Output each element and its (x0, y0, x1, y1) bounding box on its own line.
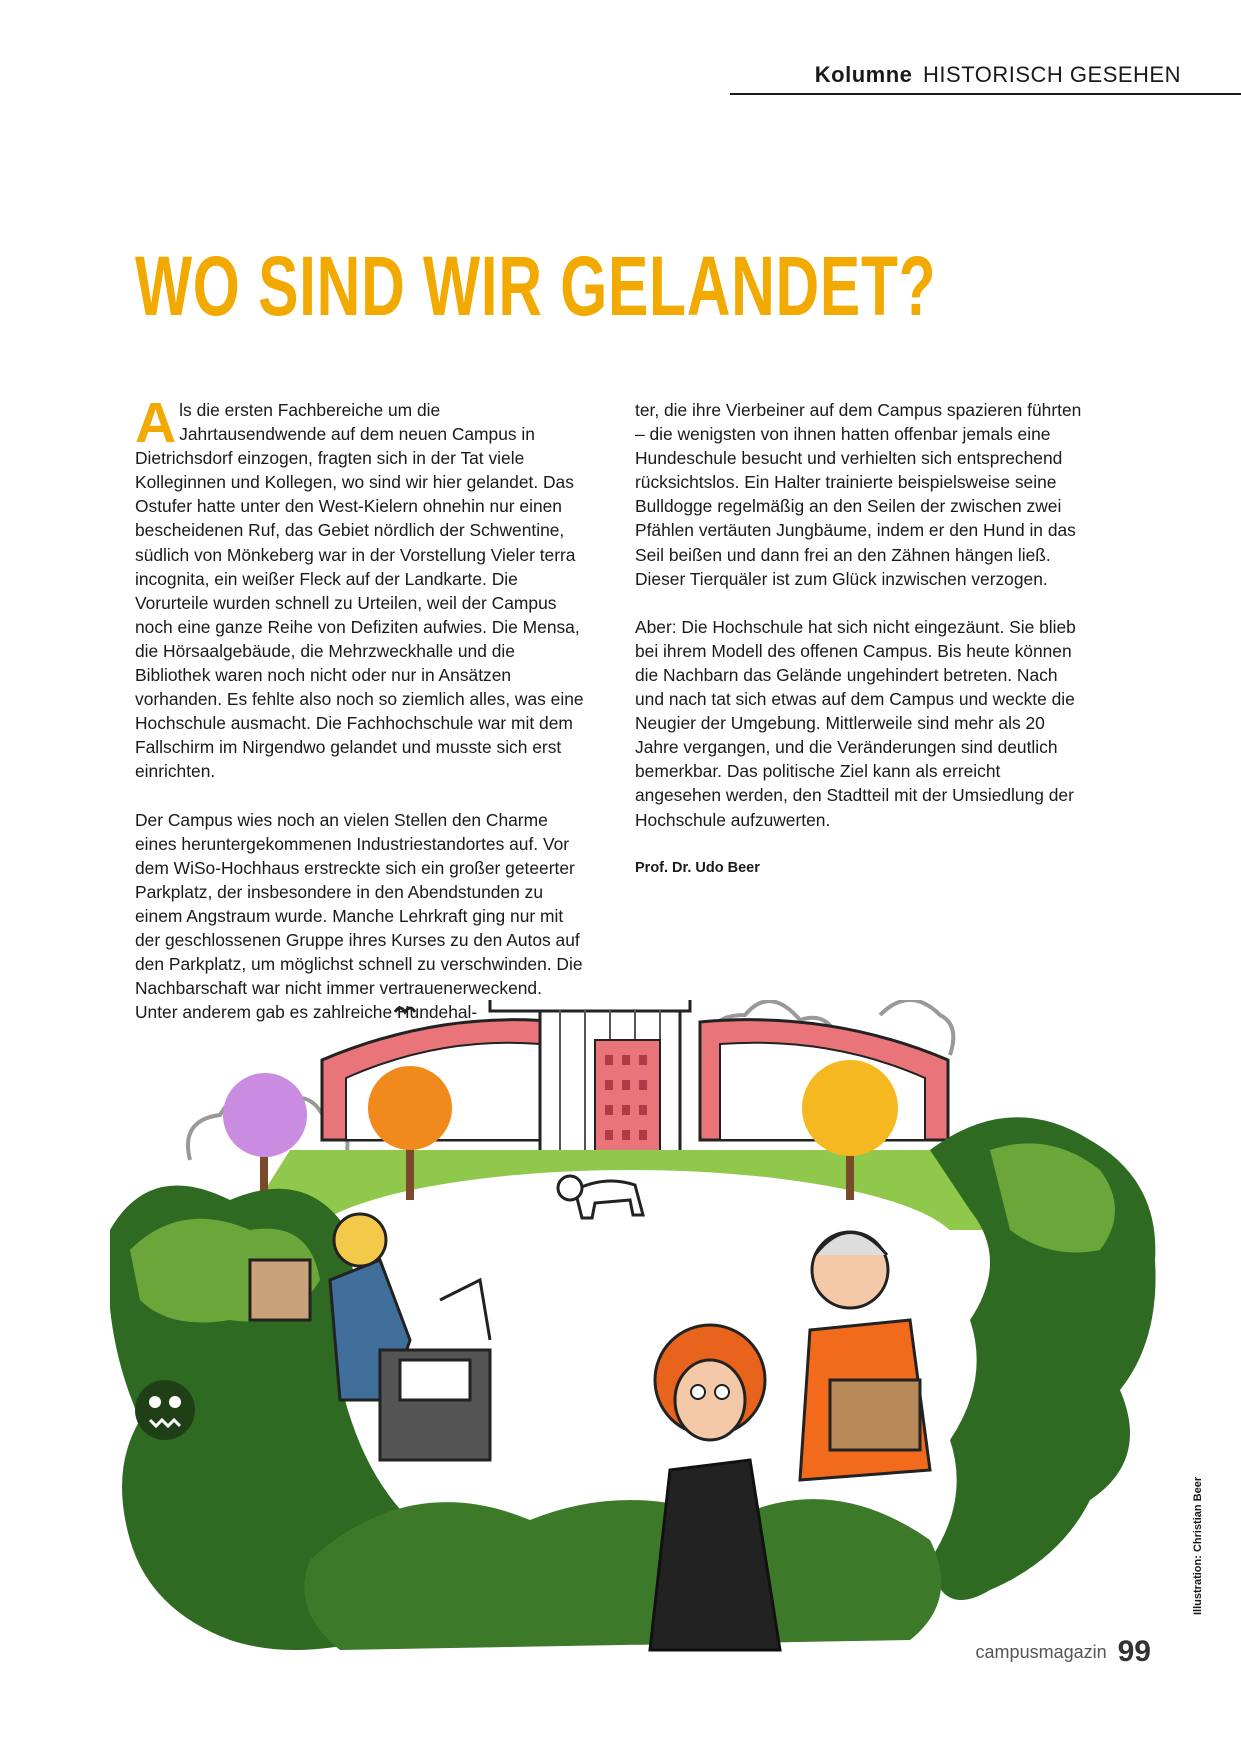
header-rule (730, 93, 1241, 95)
column-label: Kolumne (814, 62, 913, 87)
monster-icon (135, 1380, 195, 1440)
column-header (815, 62, 1181, 88)
article-paragraph (135, 391, 585, 784)
paragraph-text: ls die ersten Fachbereiche um die Jahrtausendwende auf dem neuen Campus in Dietrichsdorf einzogen, fragten sich in der Tat viele Kolleginnen und Kollegen, wo sind wir hier gelandet. Das Ostufer hatte unter den West-Kielern ohnehin nur einen bescheidenen Ruf, das Gebiet nördlich der Schwentine, südlich von Mönkeberg war in der Vorstellung Vieler terra incognita, ein weißer Fleck auf der Landkarte. Die Vorurteile wurden schnell zu Urteilen, weil der Campus noch eine ganze Reihe von Defiziten aufwies. Die Mensa, die Hörsaalgebäude, die Mehrzweckhalle und die Bibliothek waren noch nicht oder nur in Ansätzen vorhanden. Es fehlte also noch so ziemlich alles, was eine Hochschule ausmacht. Die Fachhochschule war mit dem Fallschirm im Nirgendwo gelandet und musste sich erst einrichten. (135, 400, 584, 782)
page-footer (976, 1635, 1151, 1669)
article-paragraph: Aber: Die Hochschule hat sich nicht eingezäunt. Sie blieb bei ihrem Modell des offenen Campus. Bis heute können die Nachbarn das Gelände ungehindert betreten. Nach und nach tat sich etwas auf dem Campus und weckte die Neugier der Umgebung. Mittlerweile sind mehr als 20 Jahre vergangen, und die Veränderungen sind deutlich bemerkbar. Das politische Ziel kann als erreicht angesehen werden, den Stadtteil mit der Umsiedlung der Hochschule aufzuwerten. (635, 616, 1076, 830)
illustration-credit: Illustration: Christian Beer (1192, 1476, 1204, 1615)
foliage-bottom (304, 1499, 941, 1650)
person-woman-redhair (650, 1325, 780, 1650)
article-paragraph: Der Campus wies noch an vielen Stellen den Charme eines heruntergekommenen Industriestandortes auf. Vor dem WiSo-Hochhaus erstreckte sich ein großer geteerter Parkplatz, der insbesondere in den Abendstunden zu einem Angstraum wurde. Manche Lehrkraft ging nur mit der geschlossenen Gruppe ihres Kurses zu den Autos auf den Parkplatz, um möglichst schnell zu verschwinden. Die Nachbarschaft war nicht immer vertrauenerweckend. Unter anderem gab es zahlreiche Hundehal- (135, 809, 583, 1023)
magazine-name: campusmagazin (975, 1642, 1107, 1662)
author-name: Prof. Dr. Udo Beer (635, 859, 760, 876)
column-rubric: HISTORISCH GESEHEN (923, 62, 1181, 87)
drop-cap: A (135, 391, 177, 455)
campus-illustration (110, 1000, 1160, 1660)
article-paragraph: ter, die ihre Vierbeiner auf dem Campus spazieren führten – die wenigsten von ihnen hatten offenbar jemals eine Hundeschule besucht und verhielten sich entsprechend rücksichtslos. Ein Halter trainierte beispielsweise seine Bulldogge regelmäßig an den Seilen der zwischen zwei Pfählen vertäuten Jungbäume, indem er den Hund in das Seil beißen und dann frei an den Zähnen hängen ließ. Dieser Tierquäler ist zum Glück inzwischen verzogen. (635, 400, 1082, 589)
page-title: WO SIND WIR GELANDET? (135, 239, 937, 333)
article-column-1 (135, 391, 585, 1048)
article-column-2 (635, 398, 1085, 880)
page-number: 99 (1117, 1635, 1151, 1668)
